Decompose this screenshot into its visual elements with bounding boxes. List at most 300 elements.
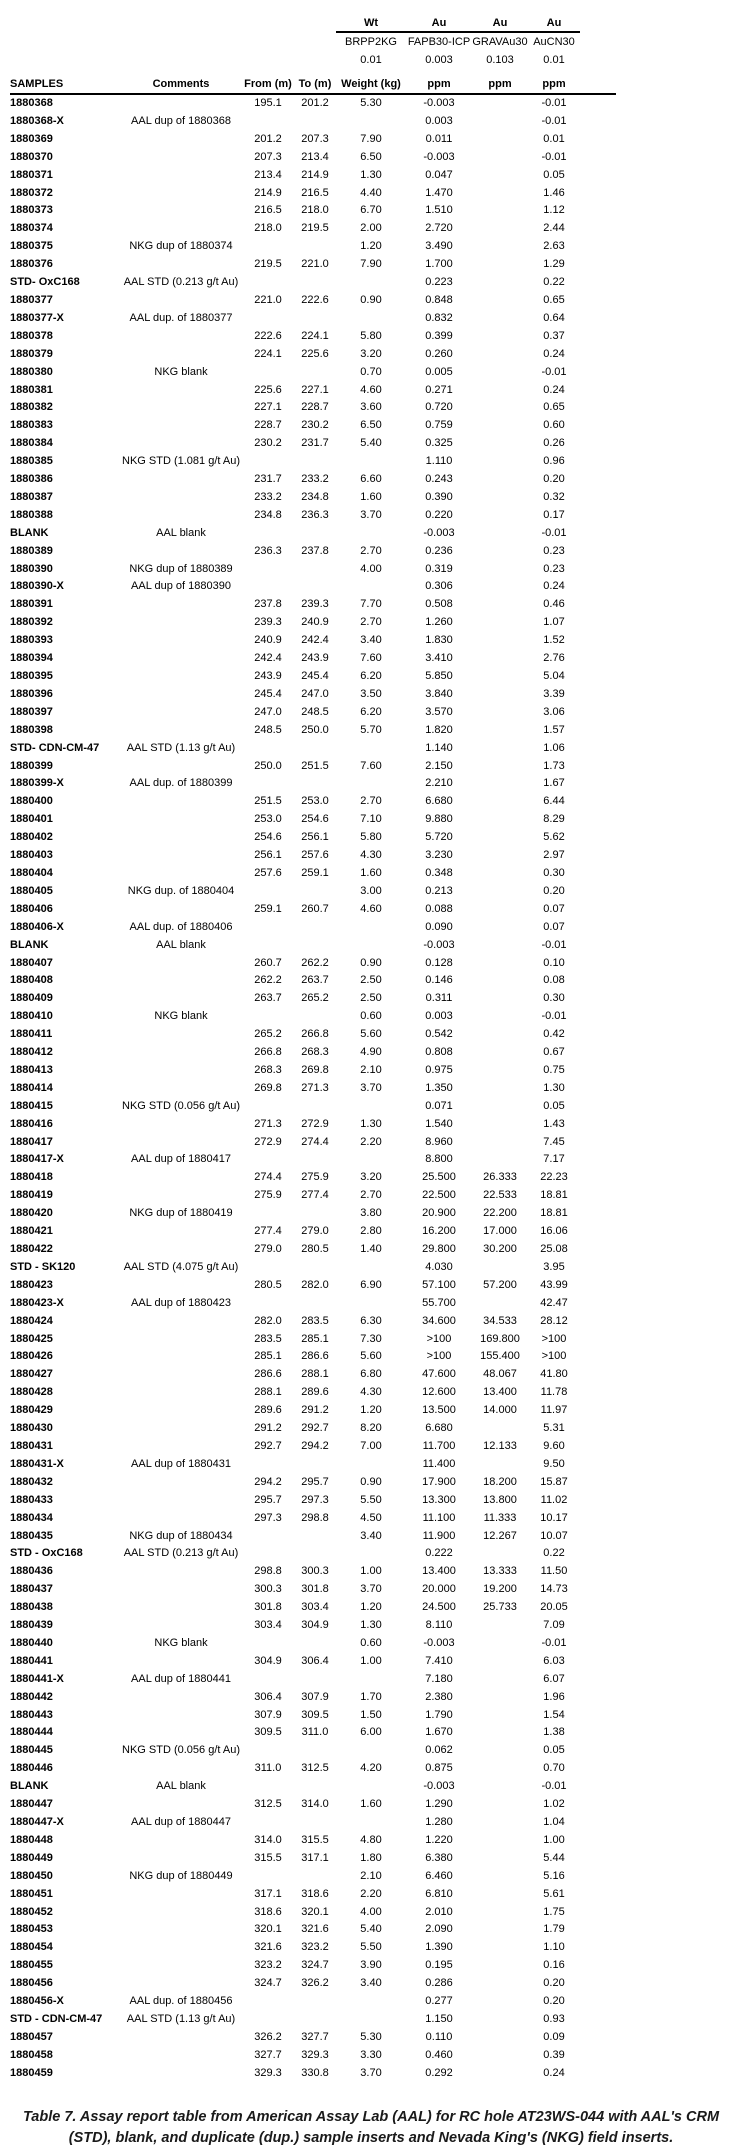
- fapb30-ppm-cell: 0.071: [425, 1099, 453, 1112]
- from-cell: 207.3: [254, 150, 282, 163]
- comment-cell: [120, 220, 242, 238]
- table-row: [10, 1259, 616, 1277]
- aucn30-ppm-cell: 0.24: [543, 2066, 565, 2079]
- from-cell: 301.8: [254, 1601, 282, 1614]
- comment-cell: [120, 1366, 242, 1384]
- fapb30-ppm-cell: 1.830: [425, 634, 453, 647]
- weight-cell: [336, 1814, 406, 1832]
- from-cell: 272.9: [254, 1135, 282, 1148]
- table-row: [10, 1832, 616, 1850]
- comment-cell: [120, 1563, 242, 1581]
- aucn30-ppm-cell: 0.32: [543, 490, 565, 503]
- from-cell: 219.5: [254, 258, 282, 271]
- gravau30-ppm-cell: [472, 793, 528, 811]
- gravau30-ppm-cell: [472, 1689, 528, 1707]
- table-row: [10, 1116, 616, 1134]
- from-cell: [242, 453, 294, 471]
- spacer-cell: [580, 1778, 616, 1796]
- to-cell: 274.4: [301, 1135, 329, 1148]
- sample-id-cell: 1880437: [10, 1583, 53, 1596]
- from-cell: 323.2: [254, 1959, 282, 1972]
- to-cell: 318.6: [301, 1887, 329, 1900]
- weight-cell: 3.90: [360, 1959, 382, 1972]
- aucn30-ppm-cell: 10.07: [540, 1529, 568, 1542]
- gravau30-ppm-cell: [472, 1456, 528, 1474]
- fapb30-ppm-cell: 13.500: [422, 1404, 456, 1417]
- aucn30-ppm-cell: >100: [541, 1332, 567, 1345]
- fapb30-ppm-cell: 20.900: [422, 1207, 456, 1220]
- fapb30-ppm-cell: 0.128: [425, 956, 453, 969]
- gravau30-ppm-cell: [472, 1259, 528, 1277]
- comment-cell: [120, 1653, 242, 1671]
- sample-id-cell: 1880393: [10, 634, 53, 647]
- spacer-cell: [580, 596, 616, 614]
- to-cell: 230.2: [301, 419, 329, 432]
- gravau30-ppm-cell: 19.200: [483, 1583, 517, 1596]
- gravau30-ppm-cell: [472, 131, 528, 149]
- fapb30-ppm-cell: 1.540: [425, 1117, 453, 1130]
- fapb30-ppm-cell: 0.222: [425, 1547, 453, 1560]
- to-cell: 247.0: [301, 687, 329, 700]
- spacer-cell: [580, 1259, 616, 1277]
- weight-cell: 3.40: [360, 1977, 382, 1990]
- to-cell: 291.2: [301, 1404, 329, 1417]
- comment-cell: NKG dup of 1880374: [129, 240, 233, 253]
- fapb30-ppm-cell: -0.003: [423, 1780, 455, 1793]
- from-cell: 269.8: [254, 1081, 282, 1094]
- table-row: [10, 1599, 616, 1617]
- to-cell: 280.5: [301, 1243, 329, 1255]
- weight-cell: 7.60: [360, 759, 382, 772]
- from-cell: 221.0: [254, 293, 282, 306]
- fapb30-ppm-cell: 8.960: [425, 1135, 453, 1148]
- from-cell: [242, 1635, 294, 1653]
- from-cell: 248.5: [254, 723, 282, 736]
- sample-id-cell: 1880432: [10, 1475, 53, 1488]
- aucn30-ppm-cell: 0.30: [543, 866, 565, 879]
- from-cell: [242, 1098, 294, 1116]
- fapb30-ppm-cell: 2.010: [425, 1905, 453, 1918]
- spacer-cell: [580, 1295, 616, 1313]
- sample-id-cell: 1880429: [10, 1404, 53, 1417]
- aucn30-ppm-cell: 1.96: [543, 1690, 565, 1703]
- aucn30-ppm-cell: 25.08: [540, 1243, 568, 1255]
- comment-cell: [120, 1957, 242, 1975]
- gravau30-ppm-cell: [472, 256, 528, 274]
- comment-cell: [120, 382, 242, 400]
- to-cell: 260.7: [301, 902, 329, 915]
- fapb30-ppm-cell: 0.277: [425, 1995, 453, 2008]
- fapb30-ppm-cell: 0.848: [425, 293, 453, 306]
- from-cell: 320.1: [254, 1923, 282, 1936]
- table-row: [10, 1169, 616, 1187]
- gravau30-ppm-cell: [472, 1420, 528, 1438]
- comment-cell: [120, 1026, 242, 1044]
- fapb30-ppm-cell: 22.500: [422, 1189, 456, 1202]
- comment-cell: [120, 1223, 242, 1241]
- from-cell: 274.4: [254, 1171, 282, 1184]
- weight-cell: 7.90: [360, 132, 382, 145]
- table-row: [10, 382, 616, 400]
- from-cell: 225.6: [254, 383, 282, 396]
- weight-cell: 6.20: [360, 705, 382, 718]
- spacer-cell: [580, 1760, 616, 1778]
- comment-cell: [120, 2047, 242, 2065]
- sample-id-cell: BLANK: [10, 938, 49, 951]
- table-row: [10, 1975, 616, 1993]
- from-cell: 312.5: [254, 1798, 282, 1811]
- from-cell: 233.2: [254, 490, 282, 503]
- sample-id-cell: 1880444: [10, 1726, 53, 1739]
- spacer-cell: [580, 775, 616, 793]
- to-cell: [294, 1205, 336, 1223]
- spacer-cell: [580, 1474, 616, 1492]
- fapb30-ppm-cell: 0.390: [425, 490, 453, 503]
- from-cell: 218.0: [254, 222, 282, 235]
- comment-cell: [120, 202, 242, 220]
- from-cell: 279.0: [254, 1243, 282, 1255]
- weight-cell: [336, 1295, 406, 1313]
- gravau30-ppm-cell: [472, 507, 528, 525]
- to-cell: 253.0: [301, 795, 329, 808]
- aucn30-ppm-cell: -0.01: [541, 365, 567, 378]
- table-row: [10, 740, 616, 758]
- fapb30-ppm-cell: 1.670: [425, 1726, 453, 1739]
- table-row: [10, 1635, 616, 1653]
- spacer-cell: [580, 722, 616, 740]
- aucn30-ppm-cell: 0.30: [543, 992, 565, 1005]
- weight-cell: [336, 578, 406, 596]
- from-cell: [242, 1868, 294, 1886]
- spacer-cell: [580, 1563, 616, 1581]
- sample-id-cell: 1880399-X: [10, 777, 64, 790]
- from-cell: 285.1: [254, 1350, 282, 1363]
- to-cell: 236.3: [301, 508, 329, 521]
- fapb30-ppm-cell: 0.146: [425, 974, 453, 987]
- sample-id-cell: 1880383: [10, 419, 53, 432]
- from-cell: 286.6: [254, 1368, 282, 1381]
- from-cell: 329.3: [254, 2066, 282, 2079]
- weight-cell: 1.70: [360, 1690, 382, 1703]
- aucn30-ppm-cell: 10.17: [540, 1511, 568, 1524]
- aucn30-ppm-cell: 0.23: [543, 562, 565, 575]
- table-row: [10, 1384, 616, 1402]
- gravau30-ppm-cell: [472, 1062, 528, 1080]
- table-row: [10, 220, 616, 238]
- fapb30-ppm-cell: 11.900: [422, 1529, 456, 1542]
- gravau30-ppm-cell: [472, 185, 528, 203]
- to-cell: 265.2: [301, 992, 329, 1005]
- fapb30-ppm-cell: 0.720: [425, 401, 453, 414]
- table-row: [10, 668, 616, 686]
- from-cell: 291.2: [254, 1422, 282, 1435]
- column-header-samples: SAMPLES: [10, 69, 120, 94]
- table-row: [10, 202, 616, 220]
- spacer-cell: [580, 1832, 616, 1850]
- comment-cell: [120, 1689, 242, 1707]
- sample-id-cell: 1880436: [10, 1565, 53, 1578]
- limit-aucn30: 0.01: [543, 54, 565, 66]
- gravau30-ppm-cell: 12.133: [483, 1439, 517, 1452]
- spacer-cell: [580, 1581, 616, 1599]
- spacer-cell: [580, 471, 616, 489]
- sample-id-cell: 1880389: [10, 544, 53, 557]
- comment-cell: [120, 131, 242, 149]
- sample-id-cell: 1880441: [10, 1654, 53, 1667]
- aucn30-ppm-cell: 14.73: [540, 1583, 568, 1596]
- fapb30-ppm-cell: 55.700: [422, 1296, 456, 1309]
- aucn30-ppm-cell: 0.01: [543, 132, 565, 145]
- from-cell: [242, 310, 294, 328]
- to-cell: 315.5: [301, 1833, 329, 1846]
- to-cell: [294, 1993, 336, 2011]
- sample-id-cell: 1880377: [10, 293, 53, 306]
- to-cell: [294, 1098, 336, 1116]
- to-cell: 317.1: [301, 1851, 329, 1864]
- aucn30-ppm-cell: 16.06: [540, 1225, 568, 1238]
- aucn30-ppm-cell: >100: [541, 1350, 567, 1363]
- comment-cell: [120, 811, 242, 829]
- fapb30-ppm-cell: 3.230: [425, 849, 453, 862]
- table-row: [10, 1563, 616, 1581]
- fapb30-ppm-cell: 6.810: [425, 1887, 453, 1900]
- fapb30-ppm-cell: 8.800: [425, 1153, 453, 1166]
- table-row: [10, 1904, 616, 1922]
- gravau30-ppm-cell: [472, 722, 528, 740]
- fapb30-ppm-cell: 0.460: [425, 2048, 453, 2061]
- empty-header-cell: [242, 12, 294, 32]
- comment-cell: [120, 793, 242, 811]
- table-caption: Table 7. Assay report table from American Assay Lab (AAL) for RC hole AT23WS-044 with AAL's CRM (STD), blank, and duplicate (dup.) sample inserts and Nevada King's (NKG) field inserts.: [22, 2108, 720, 2146]
- fapb30-ppm-cell: 6.380: [425, 1851, 453, 1864]
- sample-id-cell: 1880390: [10, 562, 53, 575]
- fapb30-ppm-cell: >100: [426, 1350, 452, 1363]
- aucn30-ppm-cell: 2.97: [543, 849, 565, 862]
- comment-cell: [120, 471, 242, 489]
- sample-id-cell: 1880378: [10, 329, 53, 342]
- gravau30-ppm-cell: [472, 2065, 528, 2083]
- gravau30-ppm-cell: [472, 596, 528, 614]
- fapb30-ppm-cell: 0.875: [425, 1762, 453, 1775]
- to-cell: 231.7: [301, 437, 329, 450]
- table-row: [10, 1223, 616, 1241]
- to-cell: 240.9: [301, 616, 329, 629]
- comment-cell: AAL STD (0.213 g/t Au): [123, 276, 239, 289]
- sample-id-cell: 1880418: [10, 1171, 53, 1184]
- gravau30-ppm-cell: [472, 650, 528, 668]
- to-cell: 222.6: [301, 293, 329, 306]
- table-row: [10, 1957, 616, 1975]
- fapb30-ppm-cell: >100: [426, 1332, 452, 1345]
- method-gravau30: GRAVAu30: [472, 36, 528, 48]
- table-row: [10, 1313, 616, 1331]
- table-row: [10, 507, 616, 525]
- table-row: [10, 1205, 616, 1223]
- to-cell: 288.1: [301, 1368, 329, 1381]
- gravau30-ppm-cell: [472, 2029, 528, 2047]
- weight-cell: 5.40: [360, 437, 382, 450]
- comment-cell: [120, 901, 242, 919]
- weight-cell: 1.30: [360, 168, 382, 181]
- aucn30-ppm-cell: 0.65: [543, 293, 565, 306]
- weight-cell: [336, 1259, 406, 1277]
- table-row: [10, 1008, 616, 1026]
- to-cell: 201.2: [301, 97, 329, 109]
- gravau30-ppm-cell: [472, 901, 528, 919]
- sample-id-cell: 1880443: [10, 1708, 53, 1721]
- fapb30-ppm-cell: 2.210: [425, 777, 453, 790]
- to-cell: 327.7: [301, 2030, 329, 2043]
- spacer-cell: [580, 901, 616, 919]
- gravau30-ppm-cell: [472, 1724, 528, 1742]
- sample-id-cell: 1880431-X: [10, 1457, 64, 1470]
- aucn30-ppm-cell: 0.09: [543, 2030, 565, 2043]
- comment-cell: [120, 1832, 242, 1850]
- sample-id-cell: 1880428: [10, 1386, 53, 1399]
- table-row: [10, 274, 616, 292]
- sample-id-cell: 1880451: [10, 1887, 53, 1900]
- weight-cell: 1.80: [360, 1851, 382, 1864]
- weight-cell: 5.60: [360, 1028, 382, 1041]
- spacer-cell: [580, 417, 616, 435]
- weight-cell: 3.80: [360, 1207, 382, 1220]
- to-cell: 329.3: [301, 2048, 329, 2061]
- gravau30-ppm-cell: [472, 775, 528, 793]
- table-row: [10, 1062, 616, 1080]
- from-cell: 243.9: [254, 670, 282, 682]
- fapb30-ppm-cell: 3.570: [425, 705, 453, 718]
- fapb30-ppm-cell: 9.880: [425, 813, 453, 826]
- sample-id-cell: 1880441-X: [10, 1672, 64, 1685]
- spacer-cell: [580, 346, 616, 364]
- comment-cell: [120, 1313, 242, 1331]
- table-row: [10, 1492, 616, 1510]
- from-cell: 304.9: [254, 1654, 282, 1667]
- table-row: [10, 310, 616, 328]
- table-row: [10, 1402, 616, 1420]
- weight-cell: 2.50: [360, 992, 382, 1005]
- weight-cell: 5.50: [360, 1493, 382, 1506]
- aucn30-ppm-cell: 28.12: [540, 1314, 568, 1327]
- fapb30-ppm-cell: 0.005: [425, 365, 453, 378]
- sample-id-cell: STD - CDN-CM-47: [10, 2012, 103, 2025]
- from-cell: [242, 1528, 294, 1546]
- to-cell: [294, 364, 336, 382]
- aucn30-ppm-cell: 1.02: [543, 1798, 565, 1811]
- from-cell: 256.1: [254, 849, 282, 862]
- to-cell: [294, 274, 336, 292]
- comment-cell: [120, 668, 242, 686]
- aucn30-ppm-cell: 1.73: [543, 759, 565, 772]
- aucn30-ppm-cell: 3.39: [543, 687, 565, 700]
- table-row: [10, 1921, 616, 1939]
- fapb30-ppm-cell: 6.460: [425, 1869, 453, 1882]
- gravau30-ppm-cell: 18.200: [483, 1475, 517, 1488]
- spacer-cell: [580, 32, 616, 51]
- gravau30-ppm-cell: [472, 453, 528, 471]
- to-cell: 279.0: [301, 1225, 329, 1238]
- from-cell: [242, 1778, 294, 1796]
- gravau30-ppm-cell: [472, 865, 528, 883]
- comment-cell: AAL dup. of 1880406: [129, 920, 233, 933]
- gravau30-ppm-cell: [472, 202, 528, 220]
- weight-cell: [336, 1151, 406, 1169]
- fapb30-ppm-cell: 0.319: [425, 562, 453, 575]
- spacer-cell: [580, 1008, 616, 1026]
- aucn30-ppm-cell: 15.87: [540, 1475, 568, 1488]
- to-cell: 295.7: [301, 1475, 329, 1488]
- aucn30-ppm-cell: 1.04: [543, 1816, 565, 1828]
- gravau30-ppm-cell: [472, 1545, 528, 1563]
- to-cell: 294.2: [301, 1439, 329, 1452]
- comment-cell: [120, 1134, 242, 1152]
- table-row: [10, 865, 616, 883]
- comment-cell: [120, 417, 242, 435]
- spacer-cell: [580, 238, 616, 256]
- fapb30-ppm-cell: 1.700: [425, 258, 453, 271]
- aucn30-ppm-cell: 5.04: [543, 670, 565, 682]
- to-cell: 262.2: [301, 956, 329, 969]
- comment-cell: [120, 722, 242, 740]
- aucn30-ppm-cell: 7.09: [543, 1619, 565, 1632]
- to-cell: [294, 1151, 336, 1169]
- weight-cell: 3.40: [360, 1529, 382, 1542]
- comment-cell: [120, 1080, 242, 1098]
- fapb30-ppm-cell: 3.490: [425, 240, 453, 253]
- weight-cell: 0.70: [360, 365, 382, 378]
- to-cell: [294, 937, 336, 955]
- comment-cell: AAL STD (4.075 g/t Au): [123, 1260, 239, 1273]
- comment-cell: [120, 686, 242, 704]
- gravau30-ppm-cell: 30.200: [483, 1243, 517, 1255]
- table-row: [10, 614, 616, 632]
- table-row: [10, 1653, 616, 1671]
- from-cell: 214.9: [254, 186, 282, 199]
- sample-id-cell: 1880450: [10, 1869, 53, 1882]
- aucn30-ppm-cell: 3.06: [543, 705, 565, 718]
- gravau30-ppm-cell: [472, 1295, 528, 1313]
- weight-cell: 4.60: [360, 902, 382, 915]
- weight-cell: 7.70: [360, 598, 382, 611]
- to-cell: 225.6: [301, 347, 329, 360]
- from-cell: 309.5: [254, 1726, 282, 1739]
- comment-cell: AAL blank: [156, 1780, 206, 1793]
- to-cell: 307.9: [301, 1690, 329, 1703]
- comment-cell: [120, 1510, 242, 1528]
- weight-cell: 3.20: [360, 347, 382, 360]
- weight-cell: 4.80: [360, 1833, 382, 1846]
- sample-id-cell: STD - OxC168: [10, 1547, 83, 1560]
- aucn30-ppm-cell: 0.64: [543, 311, 565, 324]
- weight-cell: 3.20: [360, 1171, 382, 1184]
- to-cell: 237.8: [301, 544, 329, 557]
- aucn30-ppm-cell: 0.75: [543, 1063, 565, 1076]
- gravau30-ppm-cell: [472, 578, 528, 596]
- spacer-cell: [580, 525, 616, 543]
- from-cell: [242, 238, 294, 256]
- comment-cell: [120, 632, 242, 650]
- fapb30-ppm-cell: 47.600: [422, 1368, 456, 1381]
- from-cell: [242, 525, 294, 543]
- to-cell: 298.8: [301, 1511, 329, 1524]
- to-cell: 250.0: [301, 723, 329, 736]
- from-cell: 259.1: [254, 902, 282, 915]
- aucn30-ppm-cell: 0.93: [543, 2012, 565, 2025]
- fapb30-ppm-cell: 7.180: [425, 1672, 453, 1685]
- from-cell: 260.7: [254, 956, 282, 969]
- sample-id-cell: 1880454: [10, 1941, 53, 1954]
- gravau30-ppm-cell: 22.200: [483, 1207, 517, 1220]
